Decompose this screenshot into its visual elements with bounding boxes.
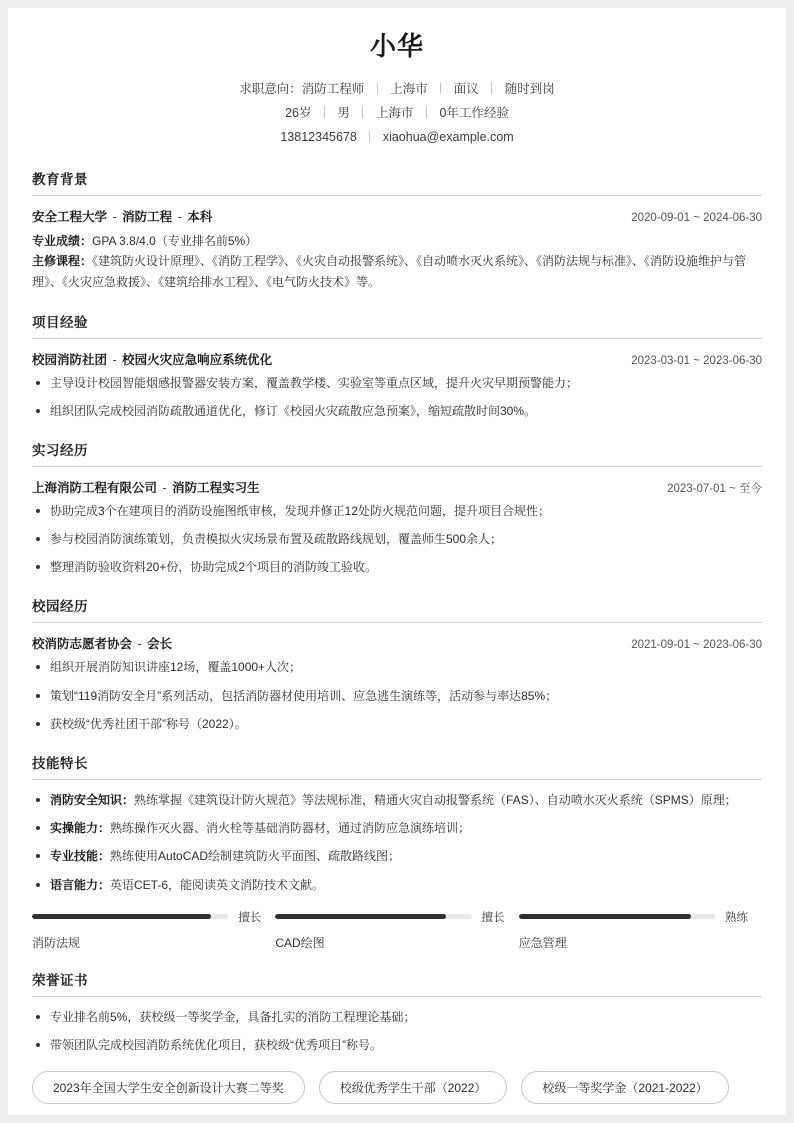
section-campus [32,595,762,734]
list-item [32,819,762,838]
campus-entry-head [32,634,762,652]
list-item: 带领团队完成校园消防系统优化项目，获校级“优秀项目”称号。 [32,1036,762,1055]
job-intent-target: 求职意向：消防工程师 [239,81,365,96]
campus-entry-title [32,634,172,652]
project-entry-head [32,350,762,368]
separator-icon [440,83,441,94]
education-gpa-value: GPA 3.8/4.0（专业排名前5%） [92,233,258,248]
skill-level-label: 擅长 [481,911,505,924]
skill-progress-fill [32,914,211,919]
project-role: 校园火灾应急响应系统优化 [122,352,273,367]
section-title-skills: 技能特长 [32,756,88,771]
list-item: 参与校园消防演练策划，负责模拟火灾场景布置及疏散路线规划，覆盖师生500余人； [32,530,762,549]
honor-tag[interactable]: 2023年全国大学生安全创新设计大赛二等奖 [32,1071,305,1104]
education-date-range: 2020-09-01 ~ 2024-06-30 [631,211,762,224]
job-intent-availability: 随时到岗 [504,81,555,96]
skill-bar-item [519,909,762,951]
resume-page [8,8,786,1115]
list-item [32,876,762,895]
education-separator: - [112,209,117,224]
list-item: 组织团队完成校园消防疏散通道优化，修订《校园火灾疏散应急预案》，缩短疏散时间30%。 [32,402,762,421]
campus-separator: - [137,637,142,652]
campus-role: 会长 [147,637,173,652]
internship-date-range: 2023-07-01 ~ 至今 [667,482,762,495]
education-entry-head [32,207,762,225]
skills-bullet-list [32,791,762,895]
personal-experience: 0年工作经验 [439,105,509,120]
education-major: 消防工程 [122,209,173,224]
skill-progress-track [32,914,228,919]
skill-name-label: 应急管理 [518,935,567,950]
project-org: 校园消防社团 [32,352,108,367]
resume-header [32,8,762,150]
campus-date-range: 2021-09-01 ~ 2023-06-30 [631,639,762,652]
campus-org: 校消防志愿者协会 [32,637,133,652]
internship-bullet-list [32,502,762,578]
separator-icon [426,107,427,118]
education-gpa-row [32,231,762,252]
list-item [32,791,762,810]
project-entry [32,350,762,421]
section-divider [32,779,762,780]
personal-age: 26岁 [285,105,312,120]
skill-name-label: 消防法规 [32,935,81,950]
job-intent-city: 上海市 [390,81,428,96]
job-intent-line [32,77,762,101]
campus-entry [32,634,762,734]
internship-entry-title [32,478,260,496]
education-courses-label: 主修课程： [32,254,93,269]
personal-info-line [32,101,762,125]
skill-progress-fill [519,914,692,919]
skill-progress-track [519,914,715,919]
separator-icon [324,107,325,118]
education-degree: 本科 [187,209,213,224]
list-item: 协助完成3个在建项目的消防设施图纸审核，发现并修正12处防火规范问题，提升项目合规性； [32,502,762,521]
contact-email[interactable]: xiaohua@example.com [382,130,514,145]
job-intent-salary: 面议 [453,81,479,96]
section-divider [32,996,762,997]
section-divider [32,338,762,339]
section-title-education: 教育背景 [32,171,88,187]
skill-label: 消防安全知识： [50,793,135,807]
internship-entry-head [32,478,762,496]
separator-icon [377,83,378,94]
skill-name-label: CAD绘图 [275,935,325,950]
honors-bullet-list [32,1008,762,1055]
skill-text: 熟练操作灭火器、消火栓等基础消防器材，通过消防应急演练培训； [110,821,471,836]
skill-bar-row [519,909,748,925]
section-internship [32,439,762,578]
list-item: 组织开展消防知识讲座12场，覆盖1000+人次； [32,658,762,677]
separator-icon [369,131,370,142]
section-divider [32,466,762,467]
skill-label: 语言能力： [50,877,111,892]
education-separator: - [177,209,182,224]
education-entry [32,207,762,293]
skill-progress-fill [275,914,446,919]
list-item: 整理消防验收资料20+份，协助完成2个项目的消防竣工验收。 [32,558,762,577]
section-divider [32,622,762,623]
contact-details-line [32,125,762,149]
section-title-internship: 实习经历 [32,442,88,458]
project-date-range: 2023-03-01 ~ 2023-06-30 [631,354,762,367]
internship-company: 上海消防工程有限公司 [32,480,158,495]
project-separator: - [112,352,117,367]
project-entry-title [32,350,272,368]
project-bullet-list [32,374,762,421]
section-title-honors: 荣誉证书 [32,972,88,988]
section-honors [32,969,762,1104]
list-item: 策划“119消防安全月”系列活动，包括消防器材使用培训、应急逃生演练等，活动参与率达85%； [32,687,762,706]
education-school: 安全工程大学 [32,209,108,224]
section-education [32,168,762,293]
list-item: 获校级“优秀社团干部”称号（2022）。 [32,715,762,734]
skill-text: 英语CET-6，能阅读英文消防技术文献。 [110,877,325,892]
candidate-name: 小华 [369,31,424,61]
personal-gender: 男 [337,105,350,120]
section-skills [32,752,762,951]
section-title-campus: 校园经历 [32,599,88,615]
education-courses-row [32,251,762,292]
internship-entry [32,478,762,578]
education-courses-value: 《建筑防火设计原理》、《消防工程学》、《火灾自动报警系统》、《自动喷水灭火系统》、《消防法规与标准》、《消防设施维护与管理》、《火灾应急救援》、《建筑给排水工程》、《电气防火技术》等。 [32,254,747,289]
skill-bar-row [275,909,504,925]
section-divider [32,195,762,196]
honor-tag[interactable]: 校级一等奖学金（2021-2022） [521,1071,728,1104]
separator-icon [491,83,492,94]
skill-level-label: 熟练 [724,911,748,924]
internship-role: 消防工程实习生 [172,480,260,495]
honors-tag-group [32,1071,762,1104]
skill-level-label: 擅长 [238,911,262,924]
list-item: 专业排名前5%，获校级一等奖学金，具备扎实的消防工程理论基础； [32,1008,762,1027]
separator-icon [362,107,363,118]
skill-bar-row [32,909,261,925]
campus-bullet-list [32,658,762,734]
contact-phone[interactable]: 13812345678 [280,130,357,145]
skill-bar-item [275,909,518,951]
education-gpa-label: 专业成绩： [32,233,93,248]
education-entry-title [32,207,212,225]
skill-label: 实操能力： [50,821,111,836]
skill-bar-group [32,909,762,951]
skill-bar-item [32,909,275,951]
list-item: 主导设计校园智能烟感报警器安装方案，覆盖教学楼、实验室等重点区域，提升火灾早期预警能力； [32,374,762,393]
section-title-project: 项目经验 [32,314,88,330]
section-project [32,311,762,421]
internship-separator: - [162,480,167,495]
skill-text: 熟练掌握《建筑设计防火规范》等法规标准，精通火灾自动报警系统（FAS）、自动喷水灭火系统（SPMS）原理； [134,793,737,807]
skill-text: 熟练使用AutoCAD绘制建筑防火平面图、疏散路线图； [110,849,401,864]
skill-label: 专业技能： [50,849,111,864]
list-item [32,847,762,866]
personal-city: 上海市 [375,105,414,120]
skill-progress-track [275,914,471,919]
honor-tag[interactable]: 校级优秀学生干部（2022） [319,1071,508,1104]
